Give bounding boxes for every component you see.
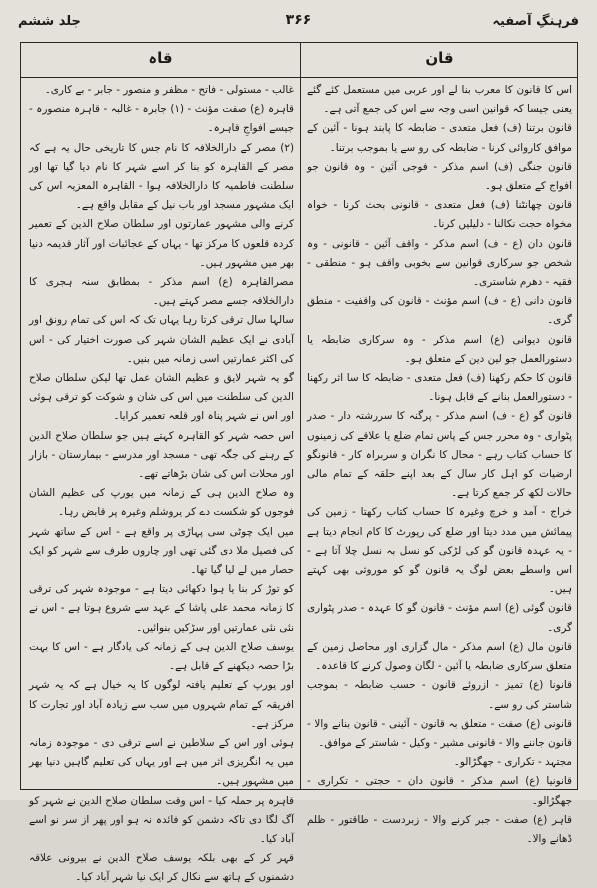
dictionary-entry: کرنے والی مشہور عمارتوں اور سلطان صلاح الدین کے تعمیر کردہ قلعوں کا مرکز تھا - یہاں کے عجائبات اور آثار قدیمہ دنیا بھر میں مشہور ہیں۔	[29, 218, 294, 269]
dictionary-entry: اس حصہ شہر کو القاہرہ کہتے ہیں جو سلطان صلاح الدین کے رہنے کی جگہ تھی - مسجد اور مدرسے - بیمارستان - بازار اور محلات اس کی شان بڑھاتے تھے۔	[29, 429, 294, 481]
dictionary-entry: قاہرہ پر حملہ کیا - اس وقت سلطان صلاح الدین نے شہر کو آگ لگا دی تاکہ دشمن کو فائدہ نہ ہو اور پھر از سر نو اسے آباد کیا۔	[29, 794, 294, 845]
dictionary-entry: یوسف صلاح الدین ہی کے زمانہ کی یادگار ہے - اس کا بہت بڑا حصہ دیکھنے کے قابل ہے۔	[29, 640, 294, 673]
left-column-text	[29, 81, 294, 884]
dictionary-entry: قانون دانی (ع - ف) اسم مؤنث - قانون کی واقفیت - منطق گری۔	[307, 295, 572, 327]
dictionary-entry: قانون دیوانی (ع) اسم مذکر - وہ سرکاری ضابطہ یا دستورالعمل جو لین دین کے متعلق ہو۔	[307, 333, 572, 365]
column-headings	[21, 43, 577, 78]
page-header	[18, 10, 579, 36]
dictionary-entry: غالب - مستولی - فاتح - مظفر و منصور - جابر - بے کاری۔	[44, 84, 294, 96]
page-frame	[20, 42, 578, 884]
dictionary-entry: اور یورپ کے تعلیم یافتہ لوگوں کا یہ خیال ہے کہ یہ شہر افریقہ کے تمام شہروں میں سب سے زیادہ آباد اور تجارت کا مرکز ہے۔	[29, 679, 294, 730]
left-column-heading: قاہ	[148, 49, 173, 67]
dictionary-entry: قانون مال (ع) اسم مذکر - مال گزاری اور محاصل زمین کے متعلق سرکاری ضابطہ یا آئین - لگان وصول کرنے کا قاعدہ۔	[307, 640, 572, 673]
volume-label: جلد ششم	[18, 14, 81, 29]
dictionary-entry: وہ صلاح الدین ہی کے زمانہ میں یورپ کی عظیم الشان فوجوں کو شکست دے کر یروشلم وغیرہ پر قابض رہا۔	[29, 487, 294, 519]
dictionary-entry: قانونا (ع) تمیز - ازروئے قانون - حسب ضابطہ - بموجب شاستر کی رو سے۔	[307, 679, 572, 711]
dictionary-entry: سالہا سال ترقی کرتا رہا یہاں تک کہ اس کی تمام رونق اور آبادی نے ایک عظیم الشان شہر کی صورت اختیار کی - اس کی اکثر عمارتیں اسی زمانہ میں بنیں۔	[29, 314, 294, 365]
right-column-text	[307, 81, 572, 845]
dictionary-entry: اس کا قانون کا معرب بنا لے اور عربی میں مستعمل کئے گئے یعنی جیسا کہ قوانین اسی وجہ سے اس کی جمع آتی ہے۔	[307, 84, 572, 116]
dictionary-entry: قاہر (ع) صفت - جبر کرنے والا - زبردست - طاقتور - ظلم ڈھانے والا۔	[307, 813, 572, 845]
dictionary-entry: کو توڑ کر بنا یا ہوا دکھائی دیتا ہے - موجودہ شہر کی ترقی کا زمانہ محمد علی پاشا کے عہد سے شروع ہوتا ہے - اس نے نئی نئی عمارتیں اور سڑکیں بنوائیں۔	[29, 583, 294, 634]
dictionary-entry: قانون دان (ع - ف) اسم مذکر - واقف آئین - قانونی - وہ شخص جو سرکاری قوانین سے بخوبی واقف ہو - منطقی - فقیہ - دھرم شاستری۔	[307, 237, 572, 289]
dictionary-entry: قانون گو (ع - ف) اسم مذکر - پرگنہ کا سررشتہ دار - صدر پٹواری - وہ محرر جس کے پاس تمام ضلع یا علاقے کی زمینوں کا حساب کتاب رہے - محال کا نگران و سربراہ کار - قانونگو ارضیات کو اہل کار سال کے بعد اپنے حلقہ کے تمام مالی حالات لکھ کر جمع کرتا ہے۔	[307, 410, 572, 500]
dictionary-entry: قانون برتنا (ف) فعل متعدی - ضابطہ کا پابند ہونا - آئین کے موافق کاروائی کرنا - ضابطہ کی رو سے یا بموجب برتنا۔	[307, 122, 572, 154]
dictionary-entry: قانون گوئی (ع) اسم مؤنث - قانون گو کا عہدہ - صدر پٹواری گری۔	[307, 602, 572, 634]
page-number: ۳۶۶	[285, 12, 312, 28]
dictionary-entry: قانون کا حکم رکھنا (ف) فعل متعدی - ضابطہ کا سا اثر رکھنا - دستورالعمل بنانے کے قابل ہونا۔	[307, 372, 572, 404]
dictionary-entry: قانون جنگی (ف) اسم مذکر - فوجی آئین - وہ قانون جو افواج کے متعلق ہو۔	[307, 160, 572, 193]
dictionary-entry: میں ایک چوٹی سی پہاڑی پر واقع ہے - اس کے ساتھ شہر کی فصیل ملا دی گئی تھی اور چاروں طرف سے شہر کو ایک حصار میں لے لیا گیا تھا۔	[29, 525, 294, 577]
dictionary-entry: (۲) مصر کے دارالخلافہ کا نام جس کا تاریخی حال یہ ہے کہ مصر کے القاہرہ کو بنا کر اسے شہر کا نام دیا گیا تھا اور سلطنت فاطمیہ کا دارالخلافہ ہوا - القاہرہ المعزیہ اس کی ایک مشہور مسجد اور باب نیل کے مقابل واقع ہے۔	[29, 141, 294, 212]
dictionary-entry: قانونی (ع) صفت - متعلق بہ قانون - آئینی - قانون بنانے والا - قانون جاننے والا - قانونی مشیر - وکیل - شاستر کے موافق۔	[307, 717, 572, 749]
dictionary-entry: قہر کر کے بھی بلکہ یوسف صلاح الدین نے بیرونی علاقہ دشمنوں کے ہاتھ سے نکال کر ایک نیا شہر آباد کیا۔	[29, 852, 294, 884]
column-divider	[300, 77, 301, 789]
heading-divider	[300, 43, 301, 77]
right-column-heading: قان	[425, 49, 454, 67]
dictionary-entry: مجتہد - تکراری - جھگڑالو۔	[453, 756, 572, 769]
dictionary-entry: قانونیا (ع) اسم مذکر - قانون دان - حجتی - تکراری - جھگڑالو۔	[307, 775, 572, 807]
book-title: فرہنگِ آصفیہ	[492, 14, 579, 29]
dictionary-entry: گو یہ شہر لایق و عظیم الشان عمل تھا لیکن سلطان صلاح الدین کی سلطنت میں اس کی شان و شوکت کو ترقی ہوئی اور اس نے شہر پناہ اور قلعہ تعمیر کرایا۔	[29, 372, 294, 423]
dictionary-entry: ہوئی اور اس کے سلاطین نے اسے ترقی دی - موجودہ زمانہ میں یہ انگریزی اثر میں ہے اور یہاں کی تعلیم گاہیں دنیا بھر میں مشہور ہیں۔	[29, 736, 294, 788]
dictionary-entry: مصرالقاہرہ (ع) اسم مذکر - بمطابق سنہ ہجری کا دارالخلافہ جسے مصر کہتے ہیں۔	[29, 276, 294, 308]
dictionary-entry: قانون چھانٹنا (ف) فعل متعدی - قانونی بحث کرنا - خواہ مخواہ حجت نکالنا - دلیلیں کرنا۔	[307, 199, 572, 231]
dictionary-entry: قاہرہ (ع) صفت مؤنث - (۱) جابرہ - غالبہ - قاہرہ منصورہ - جیسے افواجِ قاہرہ۔	[29, 103, 294, 135]
dictionary-entry: خراج - آمد و خرچ وغیرہ کا حساب کتاب رکھتا - زمین کی پیمائش میں مدد دیتا اور ضلع کی رپورٹ کا کام انجام دیتا ہے - یہ عہدہ قانون گو کی لڑکی کو نسل بہ نسل چلا آتا ہے - اس واسطے بعض لوگ یہ قانون گو کو موروثی بھی کہتے ہیں۔	[307, 506, 572, 596]
